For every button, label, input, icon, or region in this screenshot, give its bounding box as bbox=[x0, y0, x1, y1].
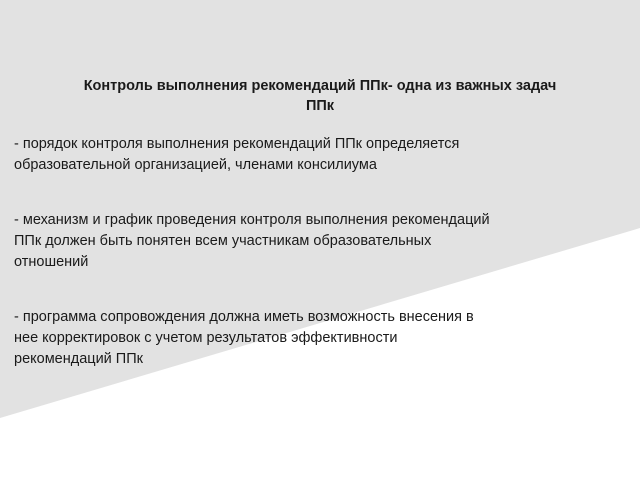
bullet-paragraph-1: - порядок контроля выполнения рекомендаций ППк определяется образовательной организацией, членами консилиума bbox=[14, 136, 460, 173]
slide-title: Контроль выполнения рекомендаций ППк- одна из важных задач ППк bbox=[83, 78, 557, 114]
bullet-paragraph-2: - механизм и график проведения контроля выполнения рекомендаций ППк должен быть понятен всем участникам образовательных отношений bbox=[14, 212, 490, 270]
bullet-paragraph-3: - программа сопровождения должна иметь возможность внесения в нее корректировок с учетом результатов эффективности рекомендаций ППк bbox=[14, 309, 474, 367]
